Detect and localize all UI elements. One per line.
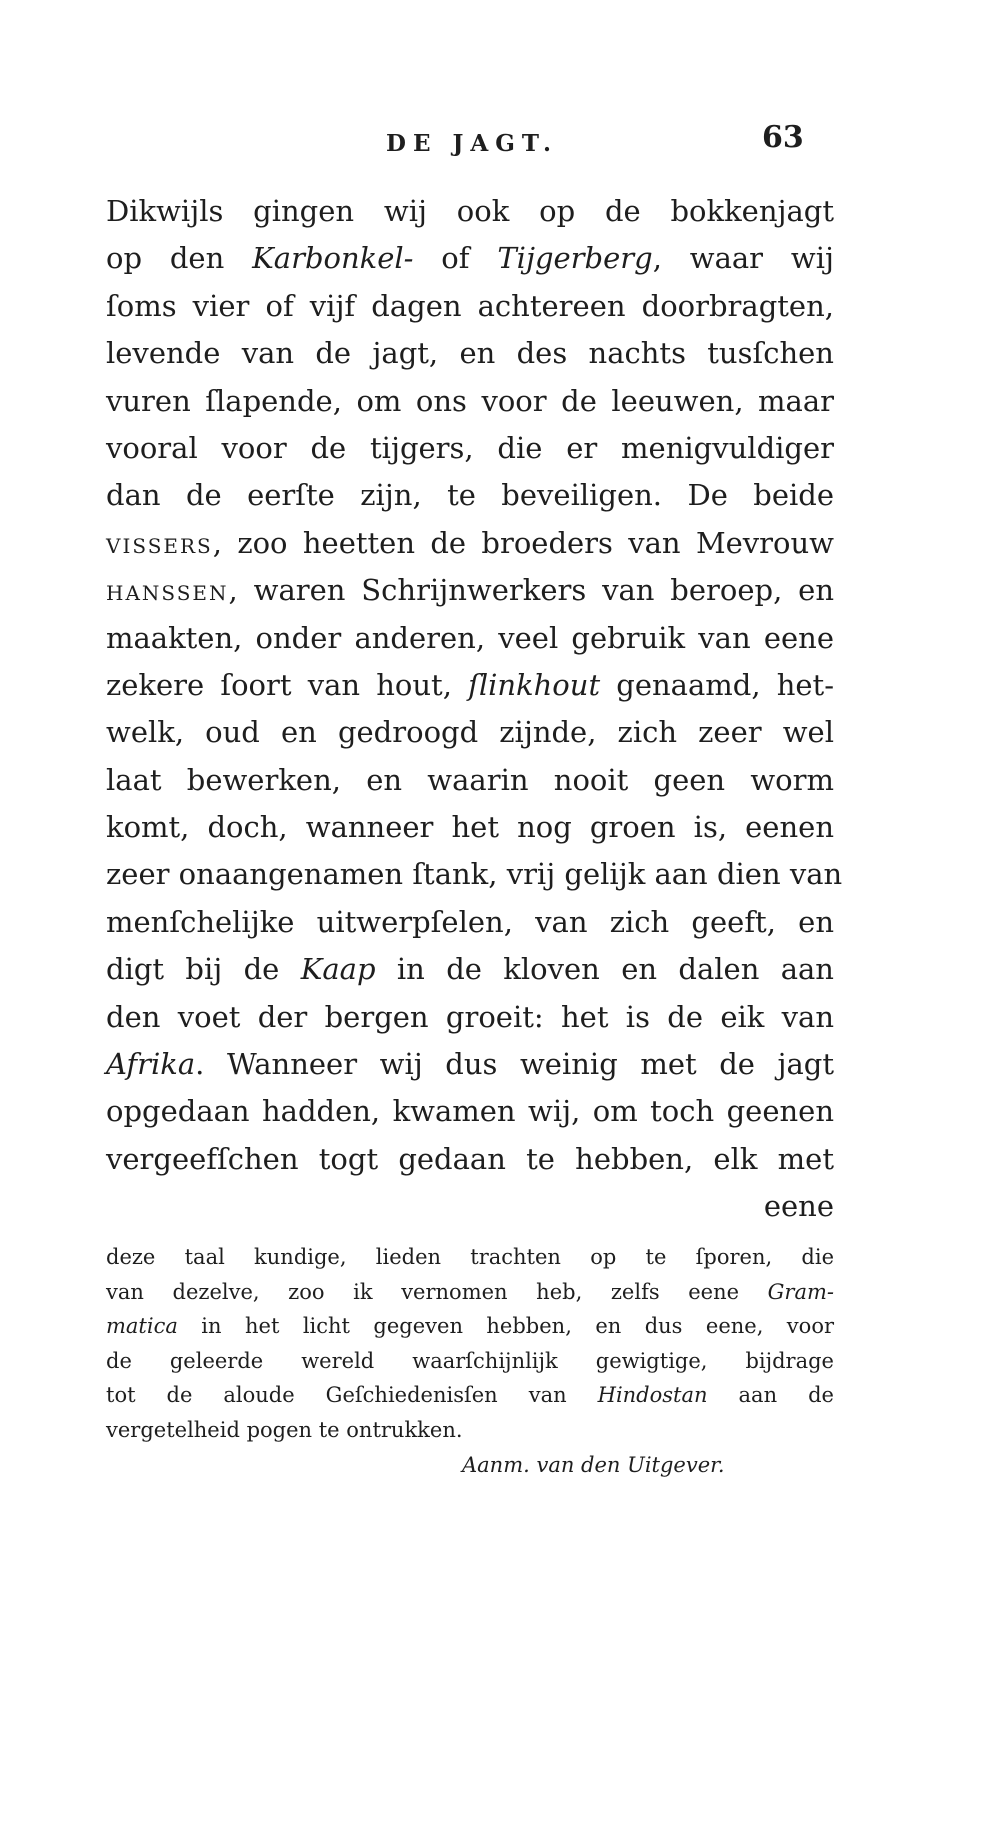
text-run: in de kloven en dalen aan bbox=[375, 952, 834, 987]
footnote-signature: Aanm. van den Uitgever. bbox=[462, 1452, 725, 1477]
text-line bbox=[106, 851, 843, 898]
italic-text: Kaap bbox=[300, 952, 376, 987]
footnote bbox=[106, 1240, 834, 1482]
text-run: laat bewerken, en waarin nooit geen worm bbox=[106, 762, 834, 797]
italic-text: Afrika bbox=[106, 1047, 196, 1082]
italic-text: matica bbox=[106, 1314, 178, 1339]
text-run: vooral voor de tijgers, die er menigvuldiger bbox=[106, 430, 834, 465]
text-line bbox=[106, 235, 834, 282]
footnote-line bbox=[106, 1378, 834, 1413]
catchword: eene bbox=[763, 1189, 834, 1224]
small-caps-name: HANSSEN bbox=[106, 581, 229, 606]
text-run: genaamd, het- bbox=[600, 667, 835, 702]
text-run: van dezelve, zoo ik vernomen heb, zelfs eene bbox=[106, 1279, 768, 1304]
italic-text: Gram- bbox=[767, 1279, 834, 1304]
text-run: . Wanneer wij dus weinig met de jagt bbox=[195, 1047, 834, 1082]
text-run: de geleerde wereld waarſchijnlijk gewigtige, bijdrage bbox=[106, 1348, 834, 1373]
footnote-line bbox=[106, 1344, 834, 1379]
text-line bbox=[106, 709, 834, 756]
text-run: welk, oud en gedroogd zijnde, zich zeer wel bbox=[106, 715, 834, 750]
text-run: vuren ſlapende, om ons voor de leeuwen, maar bbox=[106, 383, 834, 418]
text-run: vergeefſchen togt gedaan te hebben, elk met bbox=[106, 1141, 834, 1176]
text-run: aan de bbox=[707, 1383, 834, 1408]
text-line bbox=[106, 567, 834, 614]
italic-text: Tijgerberg bbox=[497, 241, 653, 276]
italic-text: Hindostan bbox=[597, 1383, 708, 1408]
text-run: , zoo heetten de broeders van Mevrouw bbox=[212, 525, 834, 560]
text-run: den voet der bergen groeit: het is de eik van bbox=[106, 999, 834, 1034]
text-line bbox=[106, 899, 834, 946]
text-run: tot de aloude Geſchiedenisſen van bbox=[106, 1383, 598, 1408]
small-caps-name: VISSERS bbox=[106, 533, 213, 558]
text-line bbox=[106, 472, 834, 519]
text-run: komt, doch, wanneer het nog groen is, eenen bbox=[106, 810, 834, 845]
text-run: , waren Schrijnwerkers van beroep, en bbox=[228, 573, 834, 608]
text-run: menſchelijke uitwerpſelen, van zich geeft, en bbox=[106, 904, 834, 939]
text-line bbox=[106, 1041, 834, 1088]
text-run: levende van de jagt, en des nachts tusſchen bbox=[106, 336, 834, 371]
text-line bbox=[106, 425, 834, 472]
page-number: 63 bbox=[762, 120, 804, 155]
text-line bbox=[106, 1088, 834, 1135]
text-run: Dikwijls gingen wij ook op de bokkenjagt bbox=[106, 194, 834, 228]
text-run: in het licht gegeven hebben, en dus eene, voor bbox=[177, 1314, 834, 1339]
text-line bbox=[106, 283, 834, 330]
text-line bbox=[106, 188, 834, 235]
text-line bbox=[106, 994, 834, 1041]
text-run: zekere ſoort van hout, bbox=[106, 667, 469, 702]
text-line bbox=[106, 520, 834, 567]
text-line bbox=[106, 378, 834, 425]
text-line bbox=[106, 330, 834, 377]
text-run: dan de eerſte zijn, te beveiligen. De beide bbox=[106, 478, 834, 513]
italic-text: Karbonkel- bbox=[252, 241, 414, 276]
footnote-line bbox=[106, 1413, 834, 1448]
main-text bbox=[106, 188, 843, 1231]
text-run: deze taal kundige, lieden trachten op te ſporen, die bbox=[106, 1245, 834, 1269]
italic-text: ſlinkhout bbox=[468, 667, 601, 702]
text-line bbox=[106, 757, 834, 804]
text-line bbox=[106, 946, 834, 993]
text-line bbox=[106, 804, 834, 851]
footnote-line bbox=[106, 1240, 834, 1275]
text-line bbox=[106, 615, 834, 662]
footnote-line bbox=[106, 1309, 834, 1344]
text-line bbox=[106, 662, 834, 709]
running-head: DE JAGT. bbox=[386, 130, 559, 157]
text-run: opgedaan hadden, kwamen wij, om toch geenen bbox=[106, 1094, 834, 1129]
text-run: , waar wij bbox=[652, 241, 834, 276]
text-run: of bbox=[413, 241, 498, 276]
text-run: vergetelheid pogen te ontrukken. bbox=[106, 1417, 463, 1442]
footnote-line bbox=[106, 1275, 834, 1310]
text-run: ſoms vier of vijf dagen achtereen doorbragten, bbox=[106, 288, 834, 323]
text-run: maakten, onder anderen, veel gebruik van eene bbox=[106, 620, 834, 655]
text-run: digt bij de bbox=[106, 952, 301, 987]
text-run: op den bbox=[106, 241, 253, 276]
text-run: zeer onaangenamen ſtank, vrij gelijk aan dien van bbox=[106, 857, 843, 892]
text-line bbox=[106, 1136, 834, 1183]
